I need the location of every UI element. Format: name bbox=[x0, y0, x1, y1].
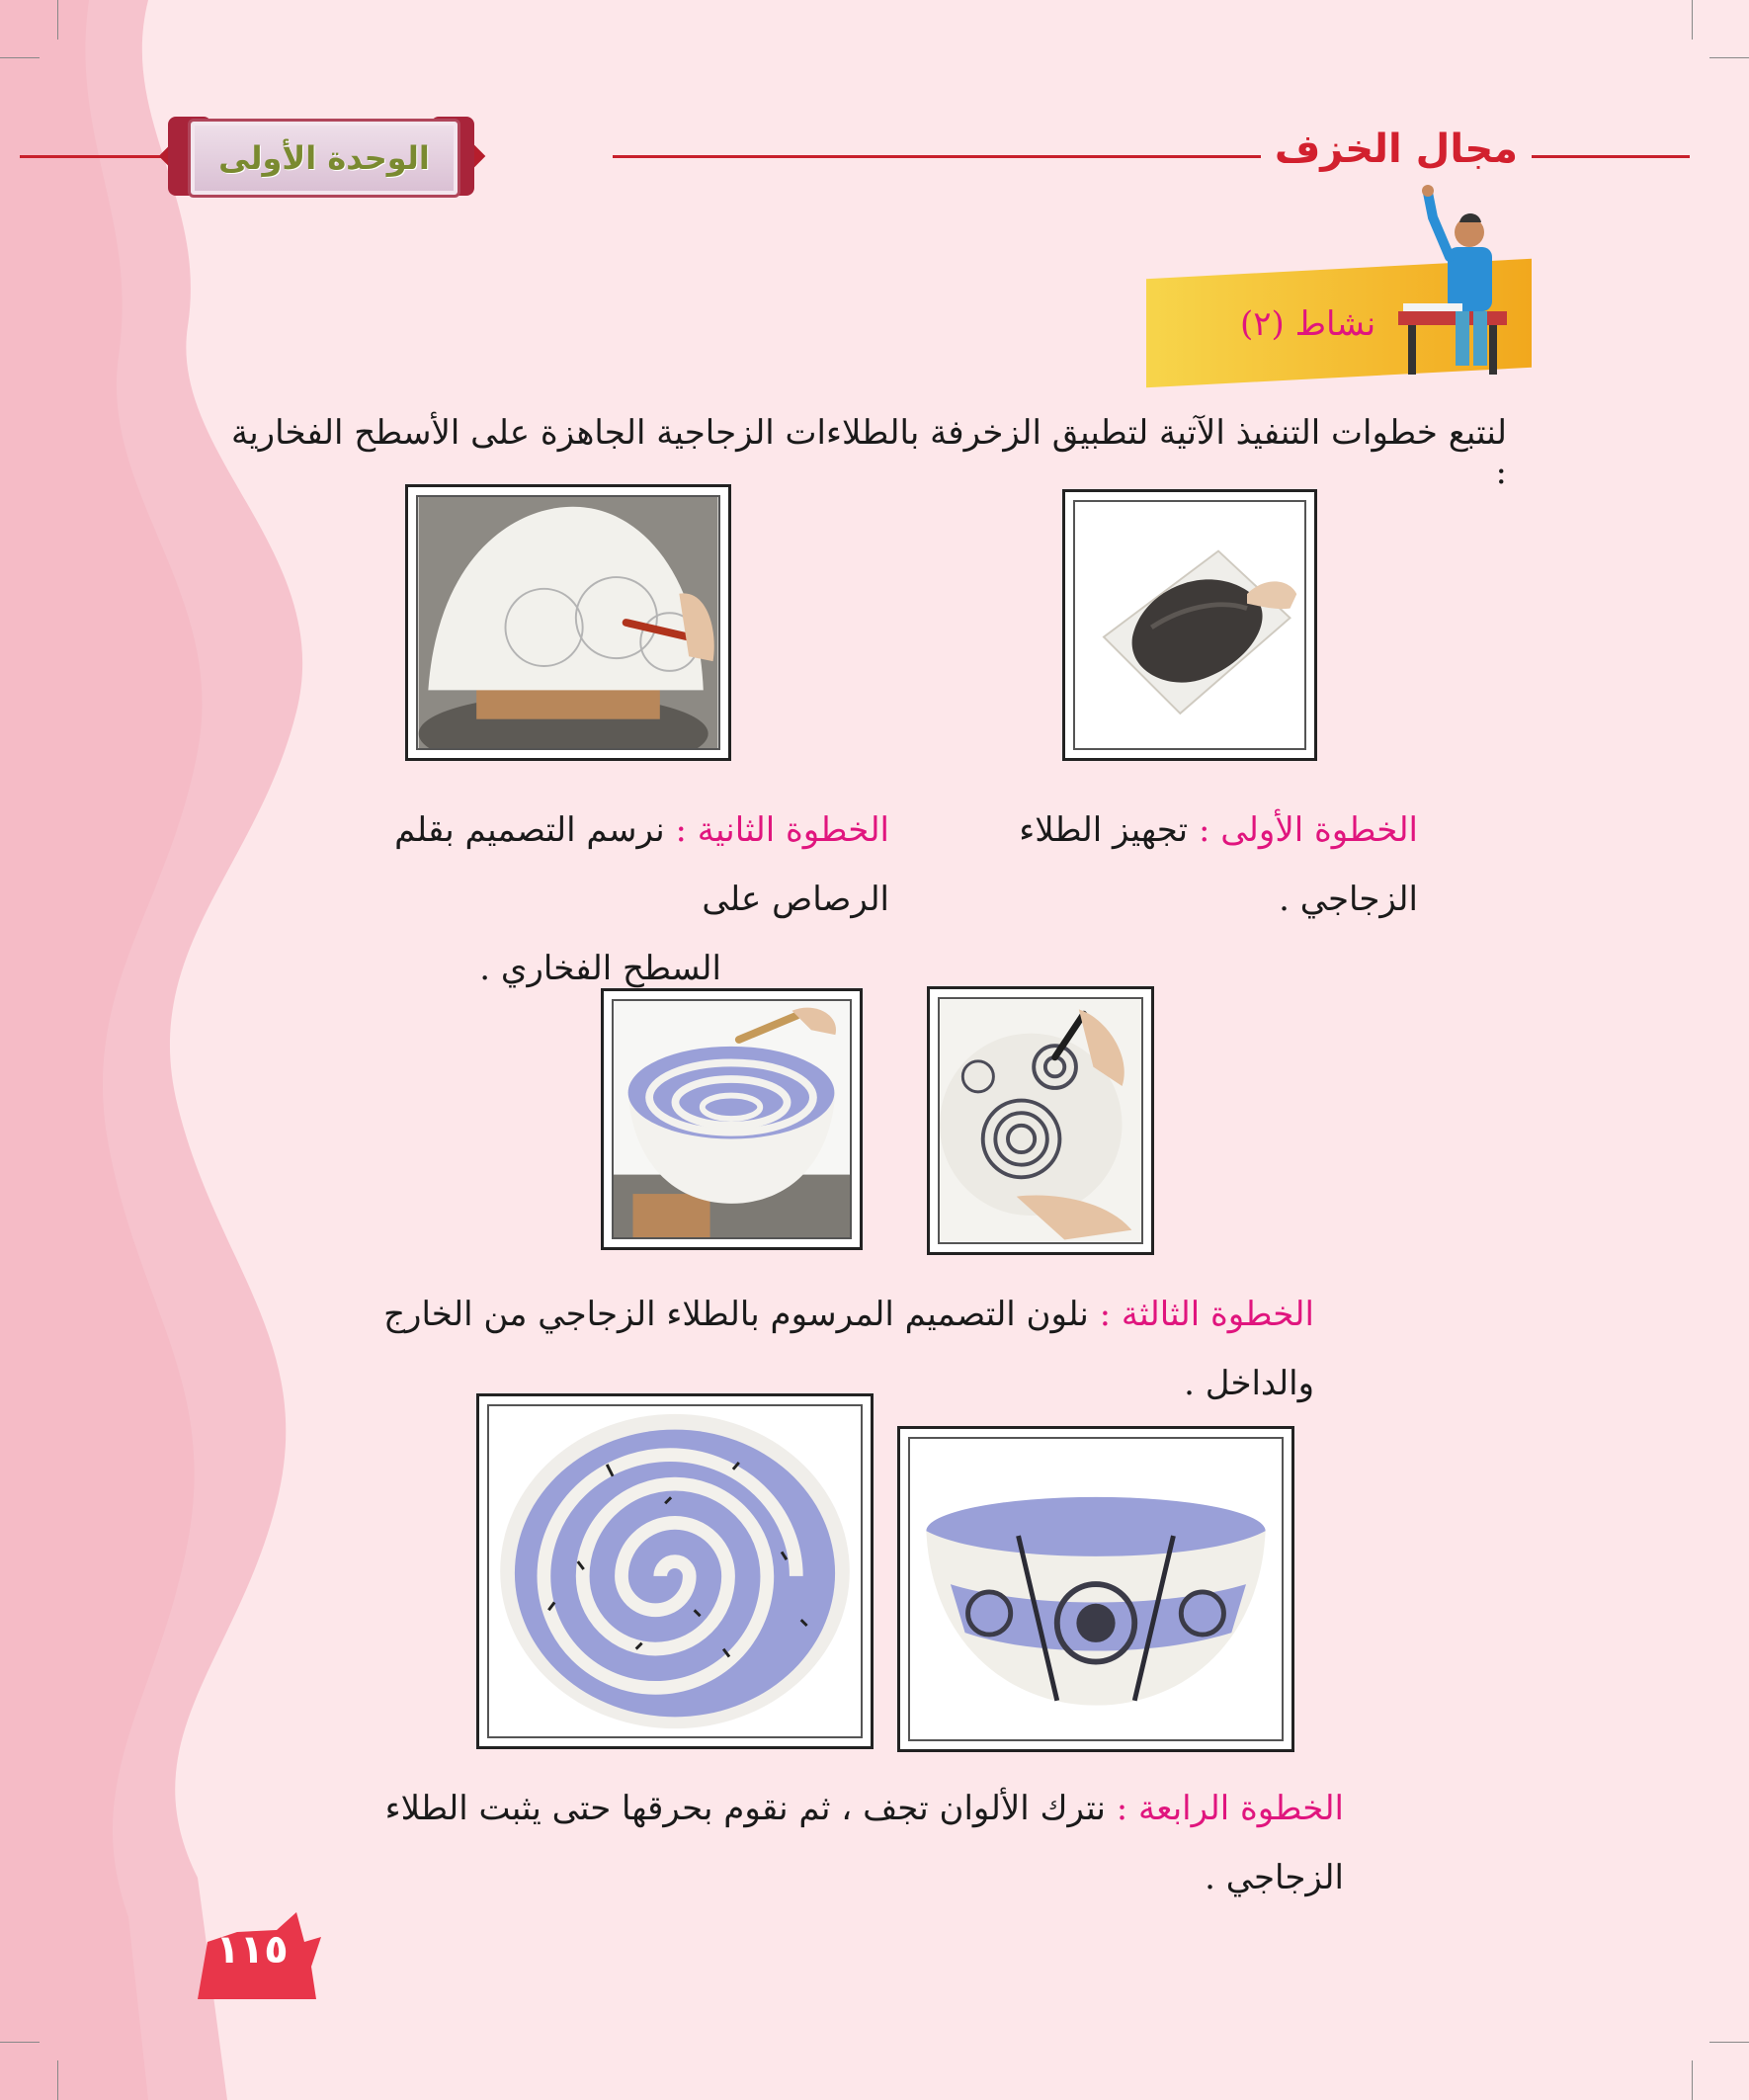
step-3-label: الخطوة الثالثة : bbox=[1099, 1295, 1314, 1334]
photo-glaze-preparation bbox=[1062, 489, 1317, 761]
crop-mark bbox=[1692, 0, 1693, 40]
photo-bowl-top-view bbox=[476, 1393, 874, 1749]
teacher-figure-icon bbox=[1378, 183, 1537, 380]
crop-mark bbox=[57, 2060, 58, 2100]
step-1-text: تجهيز الطلاء الزجاجي . bbox=[1019, 810, 1418, 919]
activity-label: نشاط (٢) bbox=[1240, 304, 1376, 344]
step-4-label: الخطوة الرابعة : bbox=[1116, 1789, 1344, 1828]
photo-coloring-outside bbox=[927, 986, 1154, 1255]
step-2 bbox=[296, 796, 889, 1003]
coloring-inside-image bbox=[614, 1001, 850, 1237]
field-title: مجال الخزف bbox=[1261, 126, 1532, 172]
crop-mark bbox=[1692, 2060, 1693, 2100]
step-4-text: نترك الألوان تجف ، ثم نقوم بحرقها حتى يثبت الطلاء الزجاجي . bbox=[384, 1789, 1344, 1897]
pencil-design-image bbox=[418, 497, 718, 748]
step-1-label: الخطوة الأولى : bbox=[1198, 810, 1418, 850]
crop-mark bbox=[0, 57, 40, 58]
page-number: ١١٥ bbox=[215, 1927, 289, 1973]
glaze-preparation-image bbox=[1075, 502, 1304, 748]
crop-mark bbox=[1709, 2042, 1749, 2043]
photo-bowl-side-view bbox=[897, 1426, 1294, 1752]
crop-mark bbox=[1709, 57, 1749, 58]
coloring-outside-image bbox=[940, 999, 1141, 1242]
step-1 bbox=[1003, 796, 1418, 934]
bowl-side-view-image bbox=[910, 1439, 1282, 1739]
unit-title-banner bbox=[188, 119, 460, 198]
crop-mark bbox=[57, 0, 58, 40]
step-4 bbox=[356, 1774, 1344, 1912]
step-2-text: نرسم التصميم بقلم الرصاص على bbox=[394, 810, 889, 919]
photo-pencil-design bbox=[405, 484, 731, 761]
step-3-text: نلون التصميم المرسوم بالطلاء الزجاجي من الخارج والداخل . bbox=[383, 1295, 1314, 1403]
bowl-top-view-image bbox=[489, 1406, 861, 1736]
unit-title: الوحدة الأولى bbox=[218, 139, 430, 177]
step-2-label: الخطوة الثانية : bbox=[675, 810, 889, 850]
crop-mark bbox=[0, 2042, 40, 2043]
header-rule-left bbox=[20, 155, 168, 158]
step-2-text-line2: السطح الفخاري . bbox=[479, 949, 721, 988]
photo-coloring-inside bbox=[601, 988, 863, 1250]
intro-text: لنتبع خطوات التنفيذ الآتية لتطبيق الزخرفة بالطلاءات الزجاجية الجاهزة على الأسطح الفخارية : bbox=[230, 413, 1507, 492]
